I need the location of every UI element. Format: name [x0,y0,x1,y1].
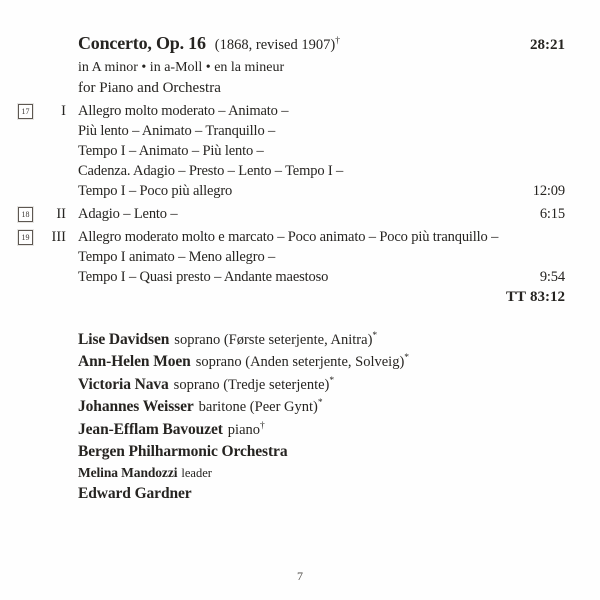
performers-list [0,329,600,506]
track-number-box: 19 [18,230,33,245]
performer-role-text: baritone (Peer Gynt) [198,399,318,416]
conductor-name: Edward Gardner [78,485,192,503]
tempo-text: Allegro molto moderato – Animato – [78,103,289,119]
movement-duration: 6:15 [539,206,565,222]
work-duration: 28:21 [530,37,565,53]
asterisk-marker: * [329,375,335,386]
performer-name: Jean-Efflam Bavouzet [78,420,223,438]
work-title-note [215,37,340,53]
tempo-text: Tempo I animato – Meno allegro – [78,249,276,265]
performer-row [0,329,600,351]
performer-role [228,422,265,438]
performer-row-orchestra [0,441,600,463]
performer-name: Victoria Nava [78,375,169,393]
track-number-box: 18 [18,207,33,222]
work-title-group [78,31,340,58]
work-scoring-line [0,78,600,99]
dagger-marker: † [335,36,340,47]
tempo-line [0,101,600,121]
asterisk-marker: * [372,331,378,342]
leader-role: leader [181,466,212,481]
key-translations: in A minor • in a-Moll • en la mineur [78,60,285,75]
tempo-line [0,204,600,224]
scoring-text: for Piano and Orchestra [78,80,221,96]
performer-role-text: piano [227,421,261,438]
asterisk-marker: * [317,398,323,409]
total-time-value: 83:12 [530,289,565,305]
performer-role [199,399,323,415]
tempo-text: Più lento – Animato – Tranquillo – [78,123,276,139]
tempo-text: Cadenza. Adagio – Presto – Lento – Tempo I – [78,163,344,179]
total-time-row [0,287,600,308]
leader-name: Melina Mandozzi [78,465,178,481]
movement-duration: 9:54 [539,269,565,285]
track-number-box: 17 [18,104,33,119]
performer-role [174,332,377,348]
performer-role-text: soprano (Anden seterjente, Solveig) [195,354,405,371]
movement-duration: 12:09 [532,183,565,199]
tempo-text: Tempo I – Animato – Più lento – [78,143,264,159]
performer-name: Lise Davidsen [78,331,170,348]
performer-name: Johannes Weisser [78,398,194,416]
movement-numeral: II [56,206,66,222]
performer-role [196,354,409,370]
performer-row [0,419,600,441]
tempo-line [0,141,600,161]
performer-row [0,351,600,373]
tempo-line [0,181,600,201]
tempo-line [0,161,600,181]
tempo-line [0,121,600,141]
movement-1 [0,101,600,201]
tempo-text: Tempo I – Poco più allegro [78,183,233,199]
performer-name: Ann-Helen Moen [78,353,191,371]
tempo-text: Adagio – Lento – [78,206,178,222]
movements-list [0,101,600,308]
total-time [506,287,565,308]
tempo-line [0,247,600,267]
tempo-text: Tempo I – Quasi presto – Andante maestoso [78,269,329,285]
performer-row-leader [0,463,600,483]
work-date-note: (1868, revised 1907) [214,37,336,53]
movement-numeral: I [61,103,66,119]
performer-row [0,374,600,396]
work-header [0,31,600,58]
dagger-marker: † [260,420,265,431]
page-number: 7 [297,569,303,583]
movement-numeral: III [51,229,66,245]
work-title: Concerto, Op. 16 [78,33,206,53]
performer-row-conductor [0,483,600,505]
performer-role-text: soprano (Tredje seterjente) [173,376,330,393]
performer-role-text: soprano (Første seterjente, Anitra) [174,332,373,348]
work-key-line [0,58,600,78]
tempo-text: Allegro moderato molto e marcato – Poco animato – Poco più tranquillo – [78,229,499,245]
orchestra-name: Bergen Philharmonic Orchestra [78,443,288,461]
asterisk-marker: * [404,353,410,364]
tempo-line [0,267,600,287]
movement-3 [0,227,600,287]
performer-role [174,377,334,393]
total-time-label: TT [505,289,526,305]
performer-row [0,396,600,418]
movement-2 [0,204,600,224]
tempo-line [0,227,600,247]
